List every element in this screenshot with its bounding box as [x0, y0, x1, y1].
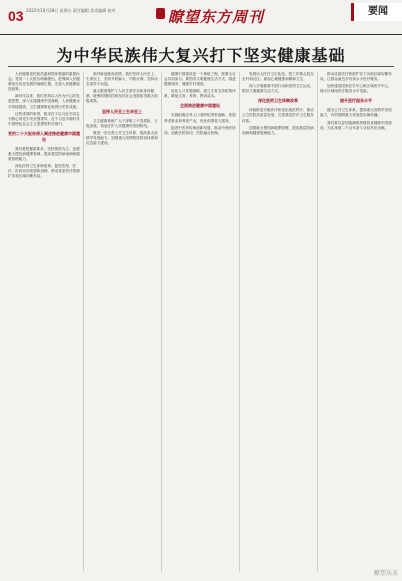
dateline: 2022年10月28日 星期五 责任编辑 美术编辑 校对 [26, 8, 116, 13]
subheading: 深化医药卫生体制改革 [258, 98, 298, 104]
paragraph: 人民健康是民族昌盛和国家强盛的重要标志。党的二十大报告明确提出，把保障人民健康放在优先发展的战略位置，完善人民健康促进政策。 [8, 72, 80, 92]
paragraph: 推动优质医疗资源扩容下沉和区域均衡布局，让群众就近享有高水平医疗服务。 [320, 72, 392, 82]
subheading: 坚持人民至上生命至上 [102, 108, 142, 114]
subheading: 党的二十大报告深入阐述推进健康中国建设 [8, 130, 80, 142]
paragraph: 新时代以来，我们坚持以人民为中心的发展思想，深入实施健康中国战略，人民健康水平持续提高，卫生健康事业取得历史性成就。 [8, 94, 80, 109]
article-column [8, 72, 80, 572]
paragraph: 深入开展健康中国行动和爱国卫生运动，倡导文明健康生活方式。 [242, 84, 314, 94]
headline: 为中华民族伟大复兴打下坚实健康基础 [56, 46, 346, 65]
watermark: 瞭望东方 [373, 571, 398, 577]
article-column [86, 72, 158, 572]
article-column [320, 72, 392, 572]
paragraph: 我们要以更加饱满的热情投身健康中国建设，为实现第二个百年奋斗目标作出贡献。 [320, 120, 392, 130]
subheading: 全面推进健康中国建设 [180, 103, 220, 109]
paragraph: 实施积极应对人口老龄化国家战略，发展养老事业和养老产业，优化孤寡老人服务。 [164, 113, 236, 123]
column-divider [83, 72, 84, 572]
column-divider [161, 72, 162, 572]
article-column [164, 72, 236, 572]
section-label: 要闻 [351, 3, 402, 21]
paragraph: 加快建设国家医学中心和区域医疗中心，缩小区域间医疗服务水平差距。 [320, 84, 392, 94]
column-divider [317, 72, 318, 572]
headline-rule [8, 66, 394, 67]
page-header [0, 0, 402, 35]
column-divider [239, 72, 240, 572]
paragraph: 促进中医药传承创新发展，推动中西医协同。创新医防协同、医防融合机制。 [164, 125, 236, 135]
subheading: 提升医疗服务水平 [340, 98, 372, 104]
article-column [242, 72, 314, 572]
paragraph: 面对新冠肺炎疫情，我们坚持人民至上、生命至上，坚持外防输入、内防反弹，坚持动态清零不动摇。 [86, 72, 158, 87]
page-number: 03 [8, 8, 24, 24]
paragraph: 要进一步完善公共卫生体系，提高重大疫情早发现能力，加强重大疫情防控救治体系和应急能力建设。 [86, 130, 158, 145]
paragraph: 持续推进分级诊疗和优化就医秩序，推动公立医院高质量发展，完善基层医疗卫生服务体系。 [242, 108, 314, 123]
paragraph: 最大限度保护了人民生命安全和身体健康，统筹疫情防控和经济社会发展取得重大积极成果。 [86, 89, 158, 104]
paragraph: 健全公共卫生体系，提高重大疫情早发现能力，有效遏制重大传染性疾病传播。 [320, 108, 392, 118]
paragraph: 发展壮大医疗卫生队伍，把工作重点放在农村和社区。重视心理健康和精神卫生。 [242, 72, 314, 82]
paragraph: 优化人口发展战略，建立生育支持政策体系，降低生育、养育、教育成本。 [164, 89, 236, 99]
paragraph: 这些成绩的取得，根本在于以习近平同志为核心的党中央坚强领导，在于习近平新时代中国特色社会主义思想的科学指引。 [8, 111, 80, 126]
paragraph: 卫生健康系统广大干部职工不畏艰险、日夜奋战，筑起守护人民健康的坚固防线。 [86, 118, 158, 128]
paragraph: 我们要把握新要求，坚持预防为主，加强重大慢性病健康管理，提高基层防病治病和健康管理能力。 [8, 146, 80, 162]
paragraph: 深化医药卫生体制改革，促进医保、医疗、医药协同发展和治理，推动优质医疗资源扩容和区域均衡布局。 [8, 164, 80, 179]
masthead: 瞭望东方周刊 [168, 8, 265, 26]
paragraph: 健康中国建设是一个系统工程，需要全社会共同参与。要倡导文明健康生活方式，推进健康城市、健康乡村建设。 [164, 72, 236, 87]
paragraph: 加强重大慢性病健康管理，提高基层防病治病和健康管理能力。 [242, 125, 314, 135]
masthead-emblem-icon [156, 8, 165, 19]
